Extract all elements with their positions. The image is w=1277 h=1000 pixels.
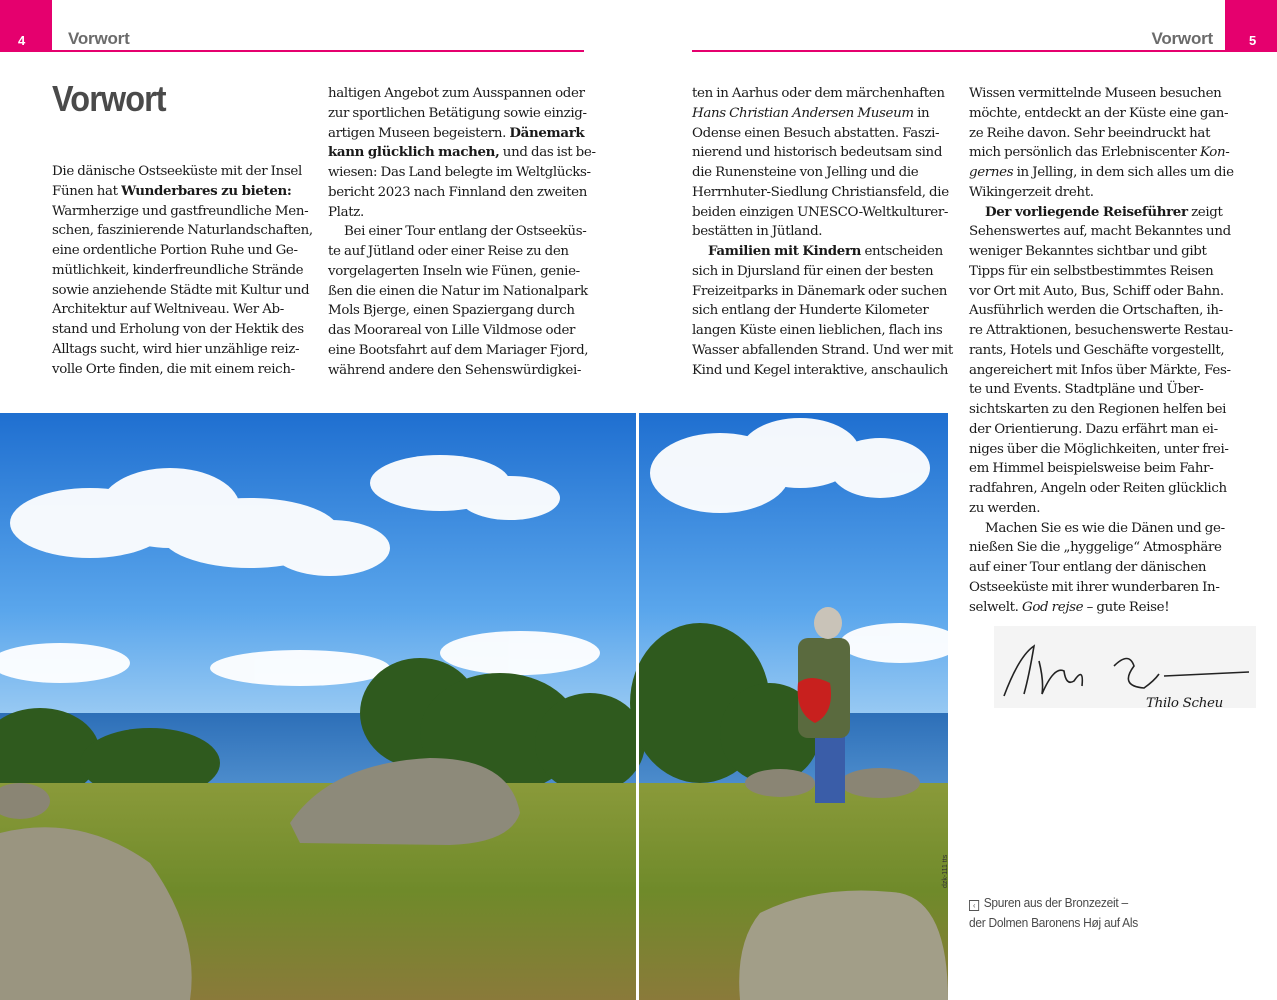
- text-line: weniger Bekanntes sichtbar und gibt: [969, 244, 1207, 259]
- text-column-2: [328, 84, 596, 380]
- signature-name: Thilo Scheu: [1146, 696, 1223, 711]
- text-line: vor Ort mit Auto, Bus, Schiff oder Bahn.: [969, 283, 1224, 299]
- text-line: stand und Erholung von der Hektik des: [52, 322, 304, 337]
- text-line: sich entlang der Hunderte Kilometer: [692, 303, 929, 319]
- text-line: beiden einzigen UNESCO-Weltkulturer-: [692, 204, 949, 220]
- text-line: bericht 2023 nach Finnland den zweiten: [328, 184, 588, 200]
- photo-caption: [969, 893, 1153, 933]
- page-gutter: [636, 413, 639, 1000]
- text-line: radfahren, Angeln oder Reiten glücklich: [969, 481, 1227, 496]
- text-line: eine Bootsfahrt auf dem Mariager Fjord,: [328, 342, 589, 358]
- text-line: em Himmel beispielsweise beim Fahr-: [969, 461, 1214, 477]
- running-head-right: Vorwort: [1151, 29, 1213, 48]
- text-line: Fünen hat Wunderbares zu bieten:: [52, 182, 292, 199]
- header-rule-right: [692, 50, 1225, 52]
- text-line: niges über die Möglichkeiten, unter frei-: [969, 441, 1229, 457]
- text-line: langen Küste einen lieblichen, flach ins: [692, 323, 943, 338]
- text-line: vorgelagerten Inseln wie Fünen, genie-: [328, 263, 580, 279]
- text-line: rants, Hotels und Geschäfte vorgestellt,: [969, 342, 1225, 358]
- text-line: mich persönlich das Erlebniscenter Kon-: [969, 145, 1230, 161]
- text-line: angereichert mit Infos über Märkte, Fes-: [969, 362, 1231, 378]
- page-number-right: 5: [1249, 33, 1257, 48]
- text-line: ßen die einen die Natur im Nationalpark: [328, 283, 588, 299]
- text-line: möchte, entdeckt an der Küste eine gan-: [969, 105, 1229, 121]
- text-line: Die dänische Ostseeküste mit der Insel: [52, 164, 302, 179]
- page-number-left: 4: [18, 33, 26, 48]
- text-line: sichtskarten zu den Regionen helfen bei: [969, 402, 1227, 417]
- text-line: Ausführlich werden die Ortschaften, ih-: [969, 303, 1223, 319]
- page-number-box-right: [1225, 0, 1277, 52]
- text-line: Familien mit Kindern entscheiden: [708, 243, 943, 259]
- caption-line-1: ‹ Spuren aus der Bronzezeit –: [969, 893, 1153, 913]
- bold-phrase: kann glücklich machen,: [328, 144, 500, 161]
- text-line: Warmherzige und gastfreundliche Men-: [52, 203, 309, 219]
- page-number-box-left: [0, 0, 52, 52]
- page-title: Vorwort: [52, 78, 166, 119]
- text-line: Kind und Kegel interaktive, anschaulich: [692, 362, 949, 378]
- italic-phrase: Kon-: [1199, 145, 1230, 161]
- text-line: ze Reihe davon. Sehr beeindruckt hat: [969, 125, 1211, 141]
- text-line: zu werden.: [969, 500, 1041, 516]
- running-head-left: Vorwort: [68, 29, 130, 48]
- text-line: Herrnhuter-Siedlung Christiansfeld, die: [692, 184, 949, 200]
- text-line: Architektur auf Weltniveau. Wer Ab-: [52, 302, 284, 318]
- text-line: Ostseeküste mit ihrer wunderbaren In-: [969, 579, 1220, 595]
- italic-phrase: gernes: [969, 165, 1014, 180]
- text-line: te auf Jütland oder einer Reise zu den: [328, 244, 569, 259]
- text-line: Wissen vermittelnde Museen besuchen: [969, 86, 1222, 101]
- bold-phrase: Familien mit Kindern: [708, 243, 862, 259]
- text-line: Tipps für ein selbstbestimmtes Reisen: [969, 263, 1214, 279]
- text-column-1: [52, 162, 313, 379]
- text-line: auf einer Tour entlang der dänischen: [969, 560, 1207, 575]
- bold-phrase: Wunderbares zu bieten:: [121, 182, 292, 199]
- text-line: re Attraktionen, besuchenswerte Restau-: [969, 323, 1233, 338]
- text-line: te und Events. Stadtpläne und Über-: [969, 382, 1204, 398]
- text-line: Sehenswertes auf, macht Bekanntes und: [969, 224, 1231, 240]
- text-line: das Moorareal von Lille Vildmose oder: [328, 323, 576, 338]
- italic-phrase: Hans Christian Andersen Museum: [692, 105, 914, 121]
- caption-line-2: der Dolmen Baronens Høj auf Als: [969, 915, 1138, 930]
- text-line: kann glücklich machen, und das ist be-: [328, 144, 596, 161]
- bold-phrase: Der vorliegende Reiseführer: [985, 203, 1188, 220]
- header-rule-left: [52, 50, 584, 52]
- text-line: Alltags sucht, wird hier unzählige reiz-: [52, 341, 300, 357]
- text-column-4: [969, 84, 1234, 617]
- text-line: bestätten in Jütland.: [692, 224, 823, 240]
- text-line: die Runensteine von Jelling und die: [692, 165, 919, 180]
- text-line: zur sportlichen Betätigung sowie einzig-: [328, 105, 587, 121]
- text-line: Platz.: [328, 204, 364, 220]
- text-line: gernes in Jelling, in dem sich alles um die: [969, 165, 1234, 180]
- text-line: Bei einer Tour entlang der Ostseeküs-: [344, 224, 587, 240]
- text-line: nierend und historisch bedeutsam sind: [692, 145, 943, 161]
- text-column-3: [692, 84, 953, 380]
- text-line: Der vorliegende Reiseführer zeigt: [985, 203, 1223, 220]
- text-line: Freizeitparks in Dänemark oder suchen: [692, 283, 948, 299]
- text-line: Wasser abfallenden Strand. Und wer mit: [692, 342, 953, 358]
- bold-phrase: Dänemark: [509, 124, 585, 141]
- text-line: nießen Sie die „hyggelige“ Atmosphäre: [969, 540, 1222, 556]
- text-line: schen, faszinierende Naturlandschaften,: [52, 223, 313, 239]
- text-line: Odense einen Besuch abstatten. Faszi-: [692, 125, 940, 141]
- text-line: der Orientierung. Dazu erfährt man ei-: [969, 421, 1218, 437]
- italic-phrase: God rejse: [1022, 599, 1084, 615]
- text-line: Machen Sie es wie die Dänen und ge-: [985, 520, 1225, 536]
- text-line: haltigen Angebot zum Ausspannen oder: [328, 86, 585, 101]
- text-line: volle Orte finden, die mit einem reich-: [52, 361, 295, 377]
- text-line: Wikingerzeit dreht.: [969, 184, 1094, 200]
- text-line: wiesen: Das Land belegte im Weltglücks-: [328, 165, 591, 180]
- text-line: mütlichkeit, kinderfreundliche Strände: [52, 262, 304, 278]
- photo-credit: dzk-111 tts: [942, 854, 949, 888]
- text-line: artigen Museen begeistern. Dänemark: [328, 124, 585, 141]
- text-line: während andere den Sehenswürdigkei-: [328, 362, 582, 378]
- text-line: selwelt. God rejse – gute Reise!: [969, 599, 1170, 615]
- landscape-photo: [0, 413, 948, 1000]
- text-line: eine ordentliche Portion Ruhe und Ge-: [52, 243, 298, 258]
- text-line: Hans Christian Andersen Museum in: [692, 105, 930, 121]
- text-line: sich in Djursland für einen der besten: [692, 263, 934, 279]
- text-line: Mols Bjerge, einen Spaziergang durch: [328, 303, 575, 319]
- text-line: ten in Aarhus oder dem märchenhaften: [692, 86, 945, 101]
- arrow-left-icon: ‹: [969, 900, 979, 911]
- text-line: sowie anziehende Städte mit Kultur und: [52, 282, 310, 298]
